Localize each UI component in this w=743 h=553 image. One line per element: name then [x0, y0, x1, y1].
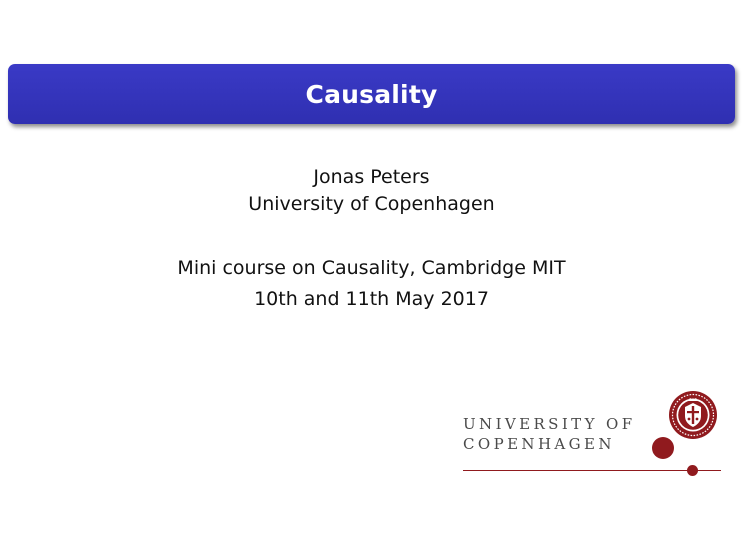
logo-dot-small: [687, 465, 698, 476]
university-seal-icon: [668, 390, 718, 440]
slide-title: Causality: [305, 79, 438, 109]
event-dates: 10th and 11th May 2017: [254, 288, 489, 310]
logo-rule-line: [463, 470, 721, 471]
author-institute: University of Copenhagen: [248, 193, 495, 215]
event-name: Mini course on Causality, Cambridge MIT: [177, 257, 566, 279]
author-name: Jonas Peters: [313, 166, 430, 188]
logo-dot-large: [652, 437, 674, 459]
logo-text-line1: UNIVERSITY OF: [463, 415, 636, 433]
title-bar: [8, 64, 735, 124]
logo-text-line2: COPENHAGEN: [463, 435, 615, 453]
